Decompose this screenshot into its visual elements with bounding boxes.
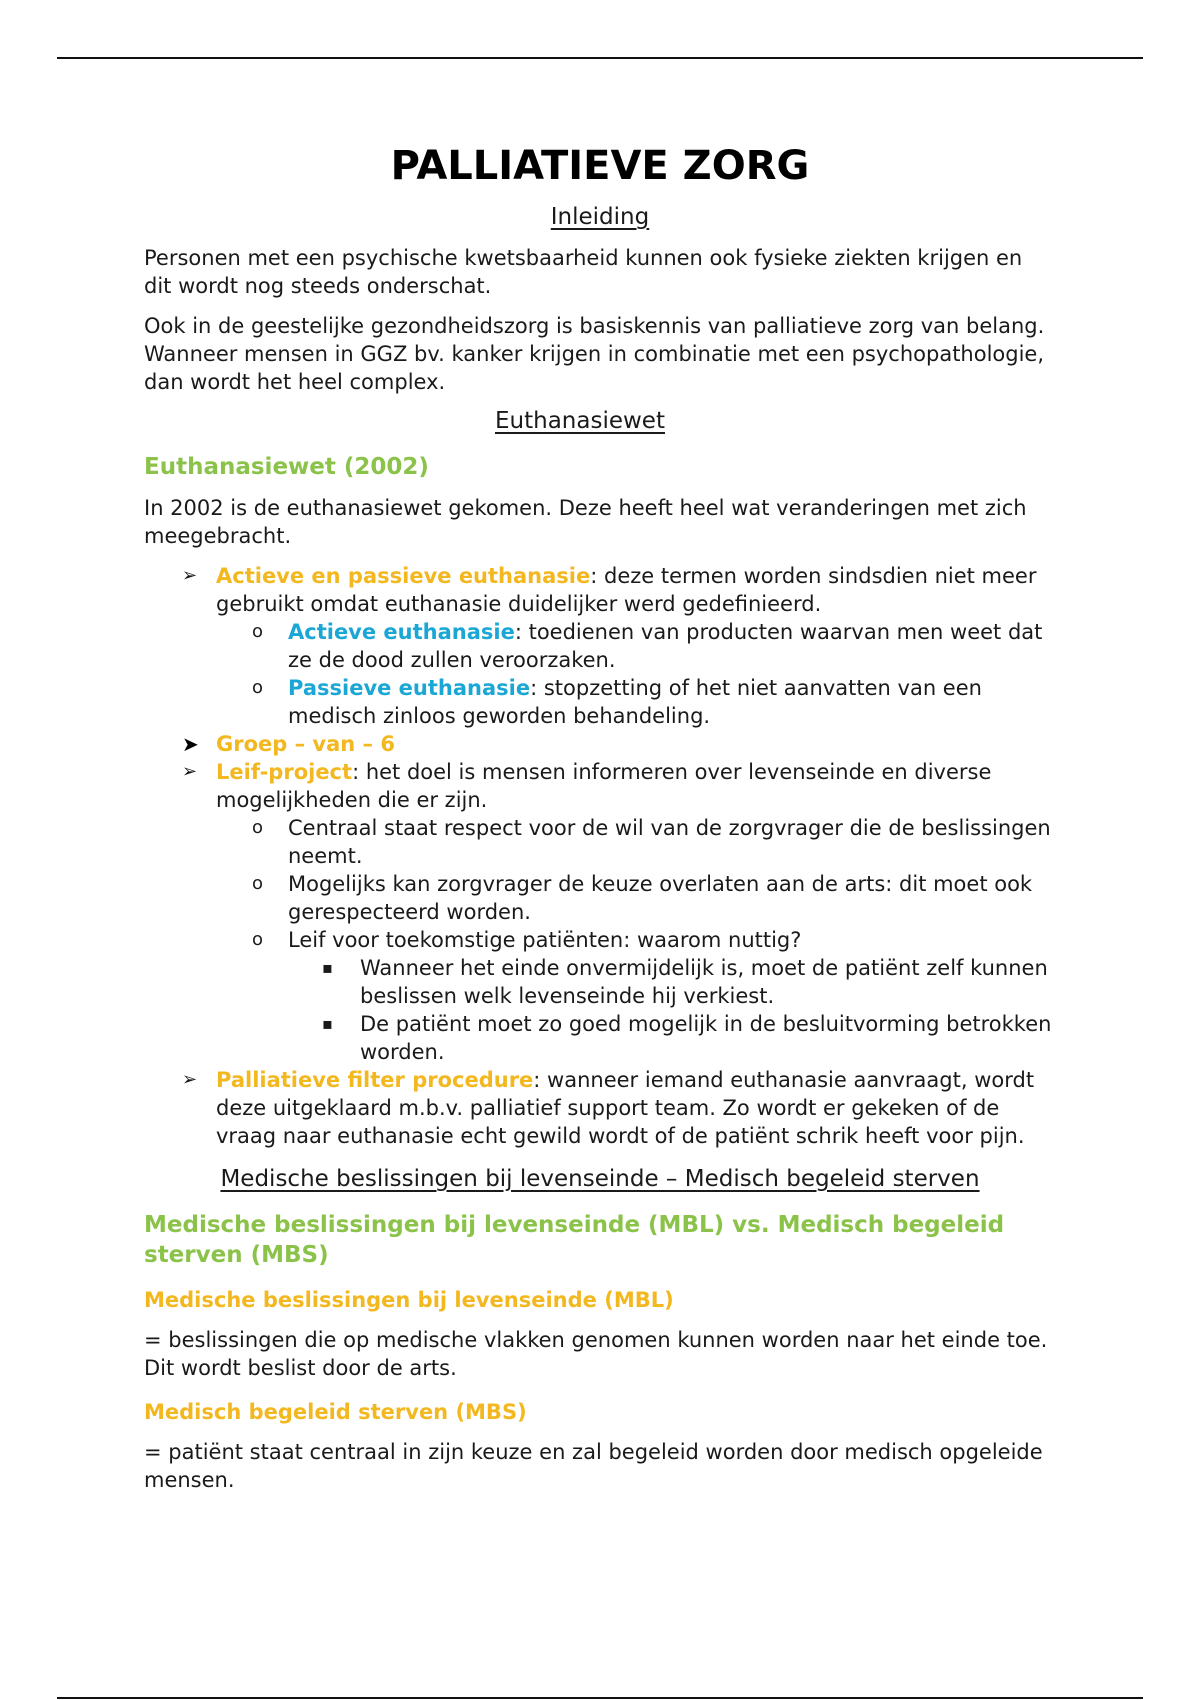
sub-list: [216, 618, 1056, 730]
arrow-bullet-icon: ➢: [182, 565, 198, 586]
page-title: PALLIATIEVE ZORG: [390, 143, 810, 189]
sub-sub-list: [288, 954, 1056, 1066]
definition-text: : toedienen van producten waarvan men weet dat ze de dood zullen veroorzaken.: [288, 620, 1043, 672]
definition-text: : stopzetting of het niet aanvatten van een medisch zinloos geworden behandeling.: [288, 676, 982, 728]
arrow-bullet-icon: ➢: [182, 1069, 198, 1090]
euthanasiewet-heading: Euthanasiewet (2002): [144, 454, 429, 480]
euthanasie-list: [144, 562, 1056, 1150]
mbl-mbs-heading: Medische beslissingen bij levenseinde (MBL) vs. Medisch begeleid sterven (MBS): [144, 1212, 1005, 1268]
section-heading-inleiding: Inleiding: [550, 204, 650, 230]
definition-text: : deze termen worden sindsdien niet meer gebruikt omdat euthanasie duidelijker werd gedefinieerd.: [216, 564, 1037, 616]
mbl-definition: = beslissingen die op medische vlakken genomen kunnen worden naar het einde toe. Dit wordt beslist door de arts.: [144, 1328, 1048, 1380]
section-heading-mbl-mbs: Medische beslissingen bij levenseinde – Medisch begeleid sterven: [220, 1166, 980, 1192]
term-leif-project: Leif-project: [216, 760, 353, 784]
list-item: [216, 618, 1056, 674]
circle-bullet-icon: o: [252, 677, 264, 698]
header-rule: [57, 57, 1143, 59]
arrow-bullet-icon: ➢: [182, 761, 198, 782]
square-bullet-icon: ▪: [322, 1014, 333, 1033]
inleiding-paragraph-1: Personen met een psychische kwetsbaarheid kunnen ook fysieke ziekten krijgen en dit wordt nog steeds onderschat.: [144, 246, 1023, 298]
term-palliatieve-filter: Palliatieve filter procedure: [216, 1068, 534, 1092]
mbs-definition: = patiënt staat centraal in zijn keuze en zal begeleid worden door medisch opgeleide mensen.: [144, 1440, 1043, 1492]
term-actieve-passieve: Actieve en passieve euthanasie: [216, 564, 591, 588]
sub-item-text: Leif voor toekomstige patiënten: waarom nuttig?: [288, 928, 802, 952]
term-actieve-euthanasie: Actieve euthanasie: [288, 620, 515, 644]
circle-bullet-icon: o: [252, 929, 264, 950]
circle-bullet-icon: o: [252, 817, 264, 838]
list-item: [288, 954, 1056, 1010]
list-item: [216, 814, 1056, 870]
term-groep-van-6: Groep – van – 6: [216, 732, 395, 756]
sub-list: [216, 814, 1056, 1066]
document-body: [144, 140, 1056, 1494]
list-item: [216, 926, 1056, 1066]
term-passieve-euthanasie: Passieve euthanasie: [288, 676, 531, 700]
inleiding-paragraph-2: Ook in de geestelijke gezondheidszorg is basiskennis van palliatieve zorg van belang. Wanneer mensen in GGZ bv. kanker krijgen in combinatie met een psychopathologie, dan wordt het heel complex.: [144, 314, 1045, 394]
list-item: [144, 730, 1056, 758]
circle-bullet-icon: o: [252, 621, 264, 642]
sub-sub-item-text: Wanneer het einde onvermijdelijk is, moet de patiënt zelf kunnen beslissen welk levenseinde hij verkiest.: [360, 956, 1048, 1008]
square-bullet-icon: ▪: [322, 958, 333, 977]
list-item: [288, 1010, 1056, 1066]
list-item: [216, 870, 1056, 926]
filled-arrow-bullet-icon: ➤: [182, 732, 199, 756]
sub-item-text: Centraal staat respect voor de wil van de zorgvrager die de beslissingen neemt.: [288, 816, 1051, 868]
sub-sub-item-text: De patiënt moet zo goed mogelijk in de besluitvorming betrokken worden.: [360, 1012, 1052, 1064]
sub-item-text: Mogelijks kan zorgvrager de keuze overlaten aan de arts: dit moet ook gerespecteerd worden.: [288, 872, 1033, 924]
definition-text: : het doel is mensen informeren over levenseinde en diverse mogelijkheden die er zijn.: [216, 760, 992, 812]
footer-rule: [57, 1697, 1143, 1699]
mbs-subheading: Medisch begeleid sterven (MBS): [144, 1400, 527, 1424]
definition-text: : wanneer iemand euthanasie aanvraagt, wordt deze uitgeklaard m.b.v. palliatief support team. Zo wordt er gekeken of de vraag naar euthanasie echt gewild wordt of de patiënt schrik heeft voor pijn.: [216, 1068, 1035, 1148]
list-item: [216, 674, 1056, 730]
list-item: [144, 562, 1056, 730]
section-heading-euthanasiewet: Euthanasiewet: [495, 408, 665, 434]
circle-bullet-icon: o: [252, 873, 264, 894]
list-item: [144, 758, 1056, 1066]
list-item: [144, 1066, 1056, 1150]
mbl-subheading: Medische beslissingen bij levenseinde (MBL): [144, 1288, 674, 1312]
euthanasiewet-intro: In 2002 is de euthanasiewet gekomen. Deze heeft heel wat veranderingen met zich meegebracht.: [144, 496, 1027, 548]
